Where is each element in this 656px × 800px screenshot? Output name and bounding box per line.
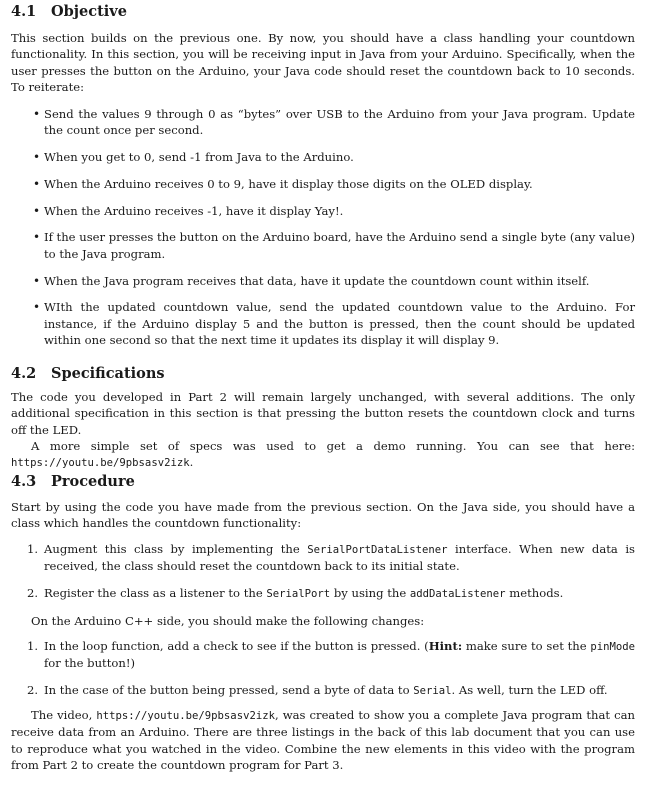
arduino-steps-list [11, 638, 635, 710]
procedure-intro: Start by using the code you have made from the previous section. On the Java side, you should have a class which handles the countdown functionality: [11, 500, 635, 531]
section-4-1-heading [11, 2, 635, 22]
bullet-mark: • [33, 230, 41, 245]
list-item: • Send the values 9 through 0 as “bytes” over USB to the Arduino from your Java program. Update the count once per second. [33, 107, 635, 138]
enum-label: 2. [27, 586, 39, 601]
specifications-text [11, 389, 635, 471]
code-inline: addDataListener [409, 588, 506, 601]
section-4-3-heading [11, 472, 635, 492]
code-inline: SerialPort [266, 588, 331, 601]
video-link[interactable]: https://youtu.be/9pbsasv2izk [11, 457, 190, 470]
bullet-mark: • [33, 176, 41, 191]
arduino-intro: On the Arduino C++ side, you should make the following changes: [31, 614, 425, 628]
objective-intro: This section builds on the previous one. By now, you should have a class handling your countdown functionality. In this section, you will be receiving input in Java from your Arduino. Specifically, when the user presses the button on the Arduino, your Java code should reset the countdown back to 10 seconds. To reiterate: [11, 31, 635, 94]
section-number: 4.1 [11, 3, 37, 20]
section-number: 4.3 [11, 473, 37, 490]
bullet-mark: • [33, 203, 41, 218]
section-title: Objective [51, 3, 127, 20]
specifications-para-1: The code you developed in Part 2 will remain largely unchanged, with several additions. The only additional specification in this section is that pressing the button resets the countdown clock and turns off the LED. [11, 390, 635, 437]
bullet-mark: • [33, 107, 41, 121]
list-item: 1. In the loop function, add a check to see if the button is pressed. (Hint: make sure to set the pinMode for the button!) [27, 639, 635, 671]
list-item: • WIth the updated countdown value, send the updated countdown value to the Arduino. For instance, if the Arduino display 5 and the button is pressed, then the count should be updated within one second so that the next time it updates its display it will display 9. [33, 300, 635, 347]
list-item: • When the Arduino receives 0 to 9, have it display those digits on the OLED display. [33, 176, 533, 191]
list-item: • When the Arduino receives -1, have it display Yay!. [33, 203, 344, 218]
list-item: 2. In the case of the button being pressed, send a byte of data to Serial. As well, turn the LED off. [27, 683, 608, 698]
code-inline: pinMode [590, 641, 635, 653]
java-steps-list [11, 541, 635, 613]
objective-bullet-list [11, 106, 635, 359]
hint-label: Hint: [428, 639, 463, 653]
list-item: • When the Java program receives that data, have it update the countdown count within itself. [33, 273, 590, 288]
video-link[interactable]: https://youtu.be/9pbsasv2izk [96, 710, 275, 722]
code-inline: Serial [413, 685, 452, 698]
section-4-2-heading [11, 364, 635, 384]
bullet-mark: • [33, 300, 41, 315]
list-item: 2. Register the class as a listener to the SerialPort by using the addDataListener methods. [27, 586, 564, 601]
list-item: 1. Augment this class by implementing the SerialPortDataListener interface. When new data is received, the class should reset the countdown back to its initial state. [27, 542, 635, 574]
bullet-mark: • [33, 273, 41, 288]
list-item: • If the user presses the button on the Arduino board, have the Arduino send a single byte (any value) to the Java program. [33, 230, 635, 261]
section-number: 4.2 [11, 365, 37, 382]
enum-label: 1. [27, 542, 39, 556]
bullet-mark: • [33, 150, 41, 165]
closing-paragraph: The video, https://youtu.be/9pbsasv2izk, was created to show you a complete Java program that can receive data from an Arduino. There are three listings in the back of this lab document that you can use to reproduce what you watched in the video. Combine the new elements in this video with the program from Part 2 to create the countdown program for Part 3. [11, 708, 635, 772]
enum-label: 2. [27, 683, 39, 698]
section-title: Specifications [51, 365, 165, 382]
specifications-para-2: A more simple set of specs was used to get a demo running. You can see that here: https://youtu.be/9pbsasv2izk. [11, 438, 635, 470]
enum-label: 1. [27, 639, 39, 653]
section-title: Procedure [51, 473, 135, 490]
code-inline: SerialPortDataListener [307, 544, 448, 556]
list-item: • When you get to 0, send -1 from Java to the Arduino. [33, 150, 354, 165]
